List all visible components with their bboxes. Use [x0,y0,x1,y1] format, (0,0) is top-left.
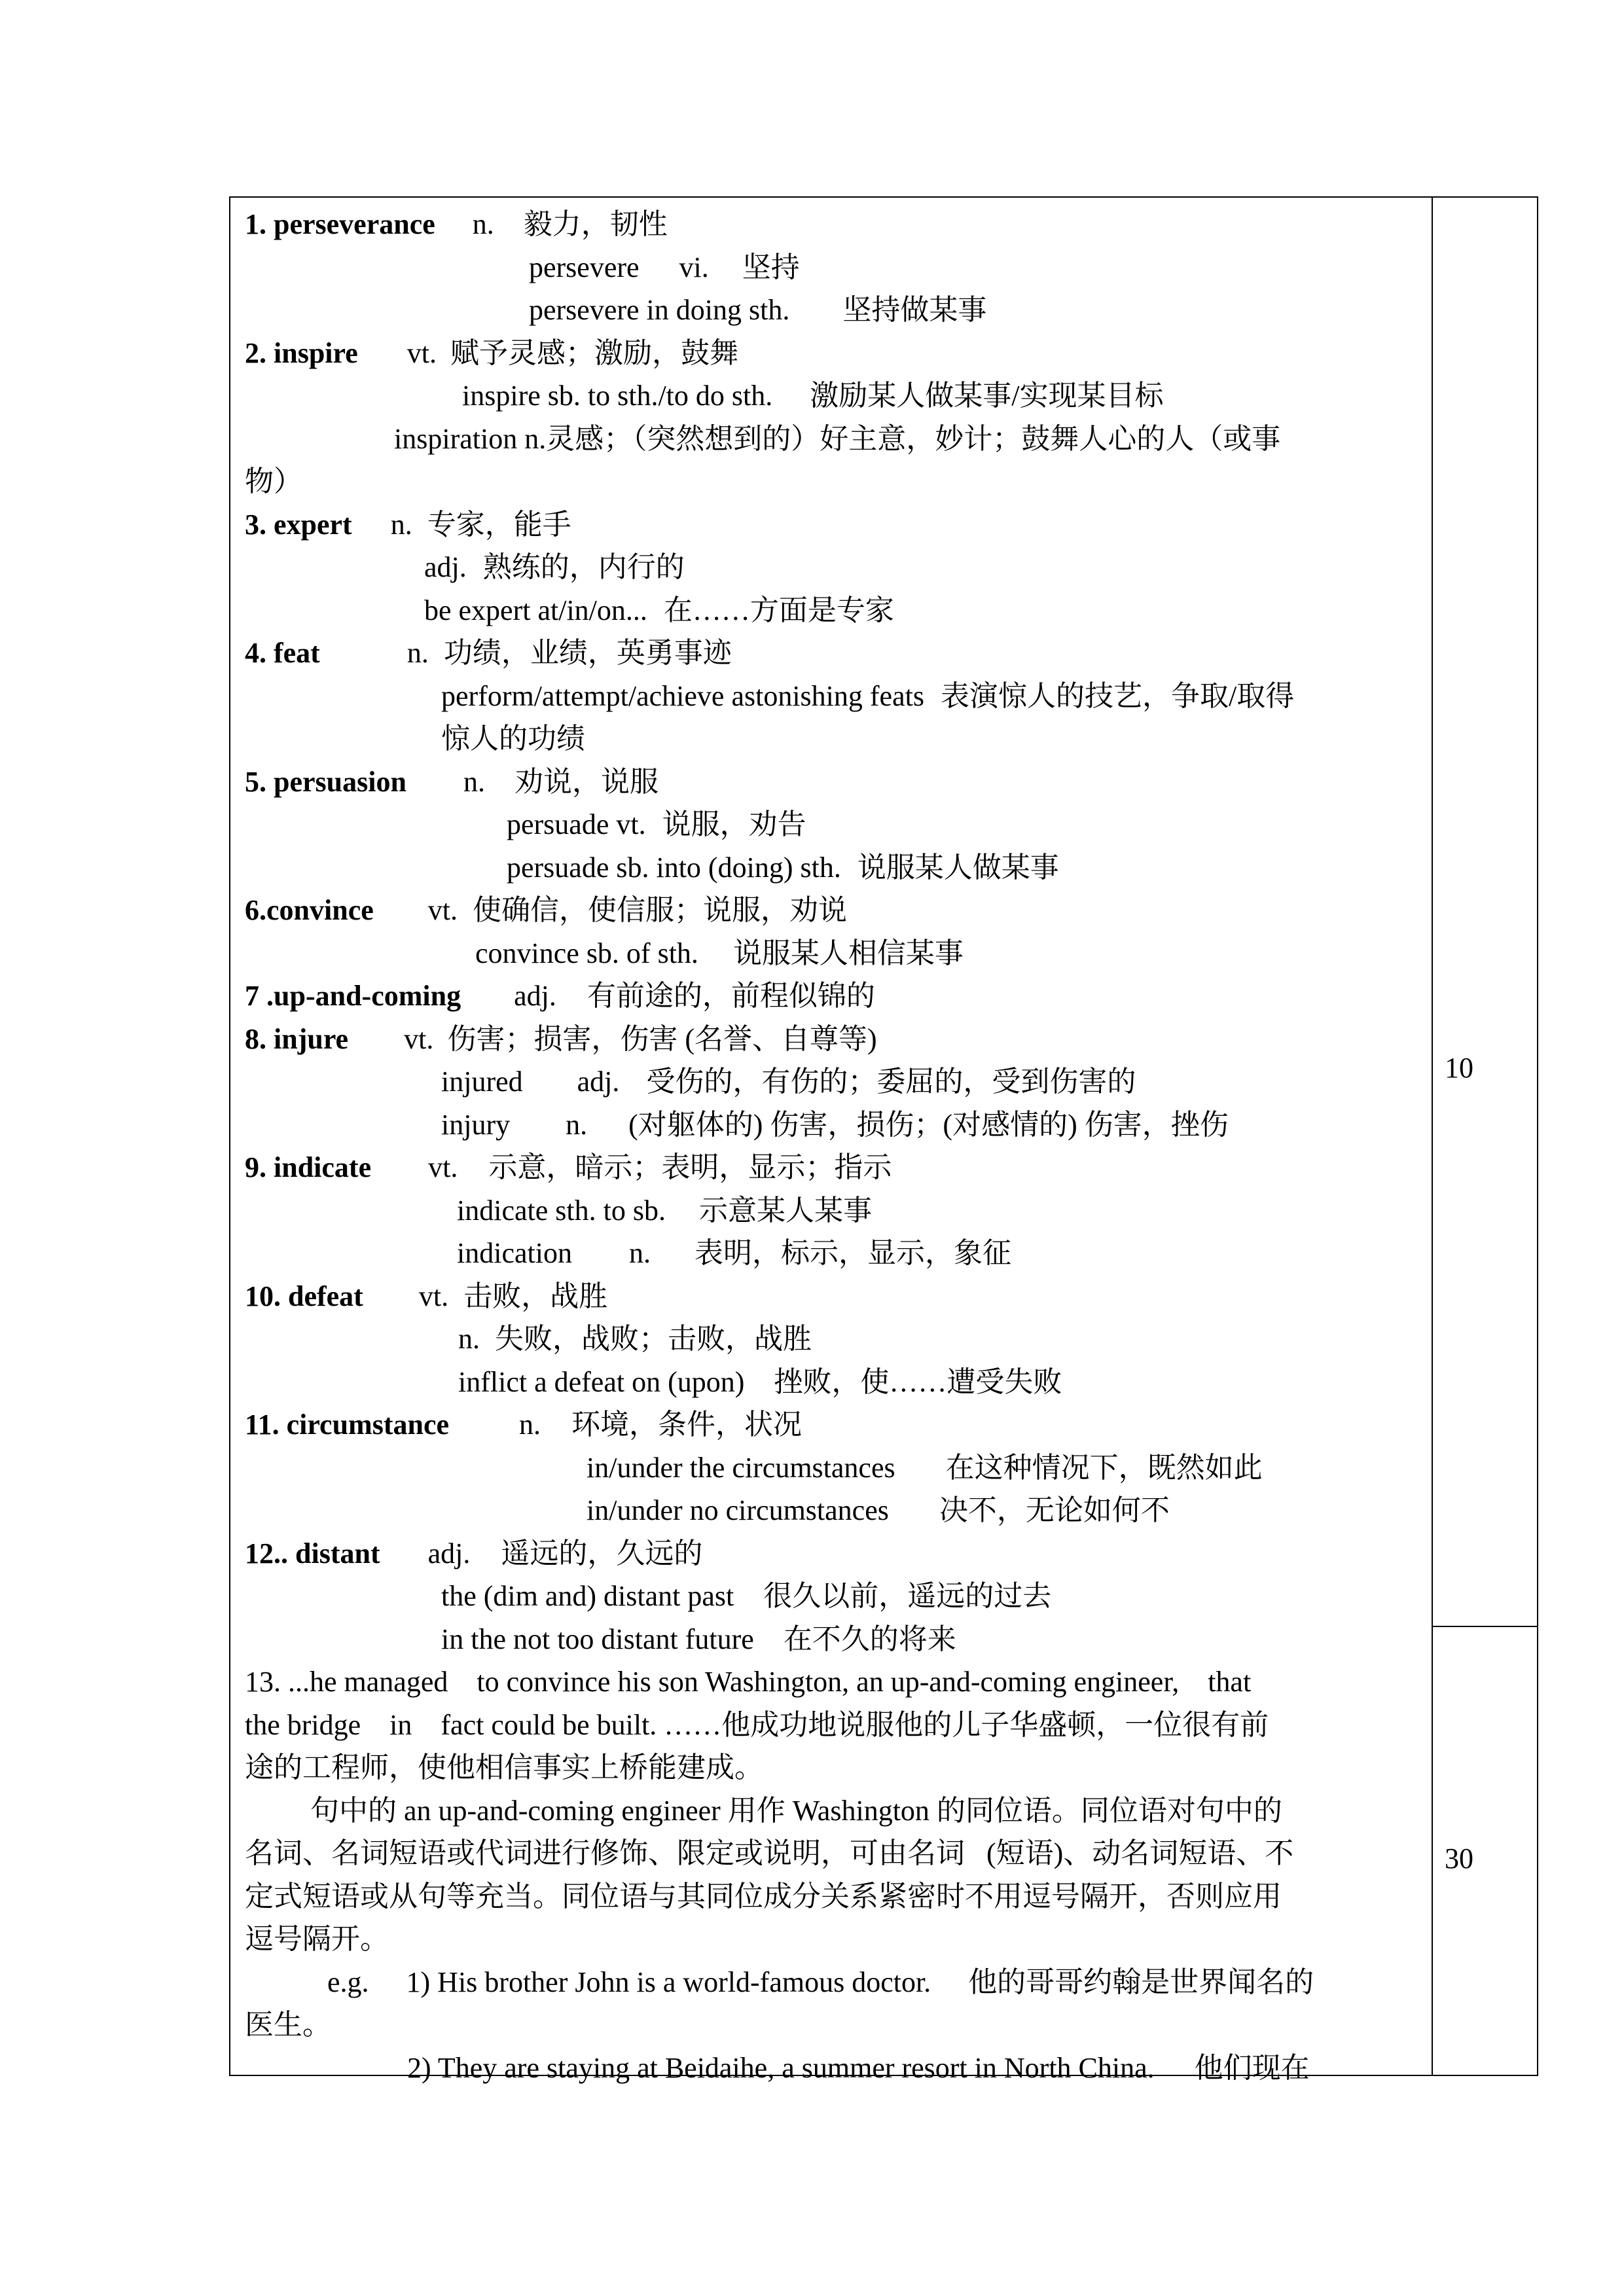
entry-defeat: 10. defeat vt. 击败，战胜 [245,1280,608,1312]
entry-up-and-coming: 7 .up-and-coming adj. 有前途的，前程似锦的 [245,980,875,1012]
vocabulary-table [229,196,1538,2084]
sentence-13-line-3: 途的工程师，使他相信事实上桥能建成。 [245,1751,763,1784]
explanation-line: 定式短语或从句等充当。同位语与其同位成分关系紧密时不用逗号隔开，否则应用 [245,1880,1282,1912]
sub-entry: in the not too distant future 在不久的将来 [441,1623,956,1655]
example-1: e.g. 1) His brother John is a world-famous doctor. 他的哥哥约翰是世界闻名的 [327,1965,1314,1998]
sub-entry: indication n. 表明，标示，显示，象征 [457,1237,1011,1269]
entry-expert: 3. expert n. 专家，能手 [245,508,571,541]
entry-circumstance: 11. circumstance n. 环境，条件，状况 [245,1408,803,1441]
example-2: 2) They are staying at Beidaihe, a summer resort in North China. 他们现在 [407,2051,1310,2084]
entry-head: 1. perseverance [245,208,435,240]
entry-feat: 4. feat n. 功绩，业绩，英勇事迹 [245,637,732,669]
sentence-13-line-2: the bridge in fact could be built. ……他成功地说服他的儿子华盛顿，一位很有前 [245,1708,1269,1741]
entry-distant: 12.. distant adj. 遥远的，久远的 [245,1537,703,1570]
sub-entry: persuade sb. into (doing) sth. 说服某人做某事 [507,851,1059,884]
score-cell-2: 30 [1445,1842,1473,1874]
entry-inspire: 2. inspire vt. 赋予灵感；激励，鼓舞 [245,336,739,369]
sub-entry: n. 失败，战败；击败，战胜 [458,1323,812,1355]
sub-entry-continuation: 物） [245,465,302,497]
sub-entry-continuation: 惊人的功绩 [441,723,585,755]
example-1-continuation: 医生。 [245,2009,331,2041]
sub-entry: inflict a defeat on (upon) 挫败，使……遭受失败 [458,1365,1062,1398]
sub-entry: be expert at/in/on... 在……方面是专家 [424,594,894,626]
explanation-line: 逗号隔开。 [245,1923,389,1955]
sub-entry: perform/attempt/achieve astonishing feats 表演惊人的技艺，争取/取得 [441,679,1295,712]
entry-injure: 8. injure vt. 伤害；损害，伤害 (名誉、自尊等) [245,1022,877,1055]
sub-entry: adj. 熟练的，内行的 [424,551,685,583]
entry-indicate: 9. indicate vt. 示意，暗示；表明，显示；指示 [245,1151,892,1183]
sentence-13-line-1: 13. ...he managed to convince his son Washington, an up-and-coming engineer, that [245,1666,1252,1698]
explanation-line: 名词、名词短语或代词进行修饰、限定或说明，可由名词 (短语)、动名词短语、不 [245,1837,1294,1869]
sub-entry: inspire sb. to sth./to do sth. 激励某人做某事/实现某目标 [462,380,1164,412]
sub-entry: in/under no circumstances 决不，无论如何不 [586,1494,1170,1526]
explanation-line: 句中的 an up-and-coming engineer 用作 Washington 的同位语。同位语对句中的 [310,1794,1282,1827]
sub-entry: persevere vi. 坚持 [529,251,800,283]
sub-entry: the (dim and) distant past 很久以前，遥远的过去 [441,1580,1052,1612]
sub-entry: in/under the circumstances 在这种情况下，既然如此 [586,1451,1263,1484]
column-divider [1432,198,1433,2075]
sub-entry: indicate sth. to sb. 示意某人某事 [457,1194,872,1227]
entry-convince: 6.convince vt. 使确信，使信服；说服，劝说 [245,894,847,926]
lesson-content [245,203,1423,2089]
sub-entry: inspiration n.灵感；（突然想到的）好主意，妙计；鼓舞人心的人（或事 [394,422,1281,455]
sub-entry: persevere in doing sth. 坚持做某事 [529,294,987,326]
sub-entry: persuade vt. 说服，劝告 [507,808,806,840]
score-cell-1: 10 [1445,1052,1473,1084]
entry-persuasion: 5. persuasion n. 劝说，说服 [245,765,659,798]
sub-entry: convince sb. of sth. 说服某人相信某事 [475,937,964,969]
sub-entry: injury n. (对躯体的) 伤害，损伤；(对感情的) 伤害，挫伤 [441,1108,1229,1141]
score-row-divider [1432,1626,1537,1627]
sub-entry: injured adj. 受伤的，有伤的；委屈的，受到伤害的 [441,1066,1136,1098]
entry-perseverance: 1. perseverance n. 毅力，韧性 [245,208,668,240]
